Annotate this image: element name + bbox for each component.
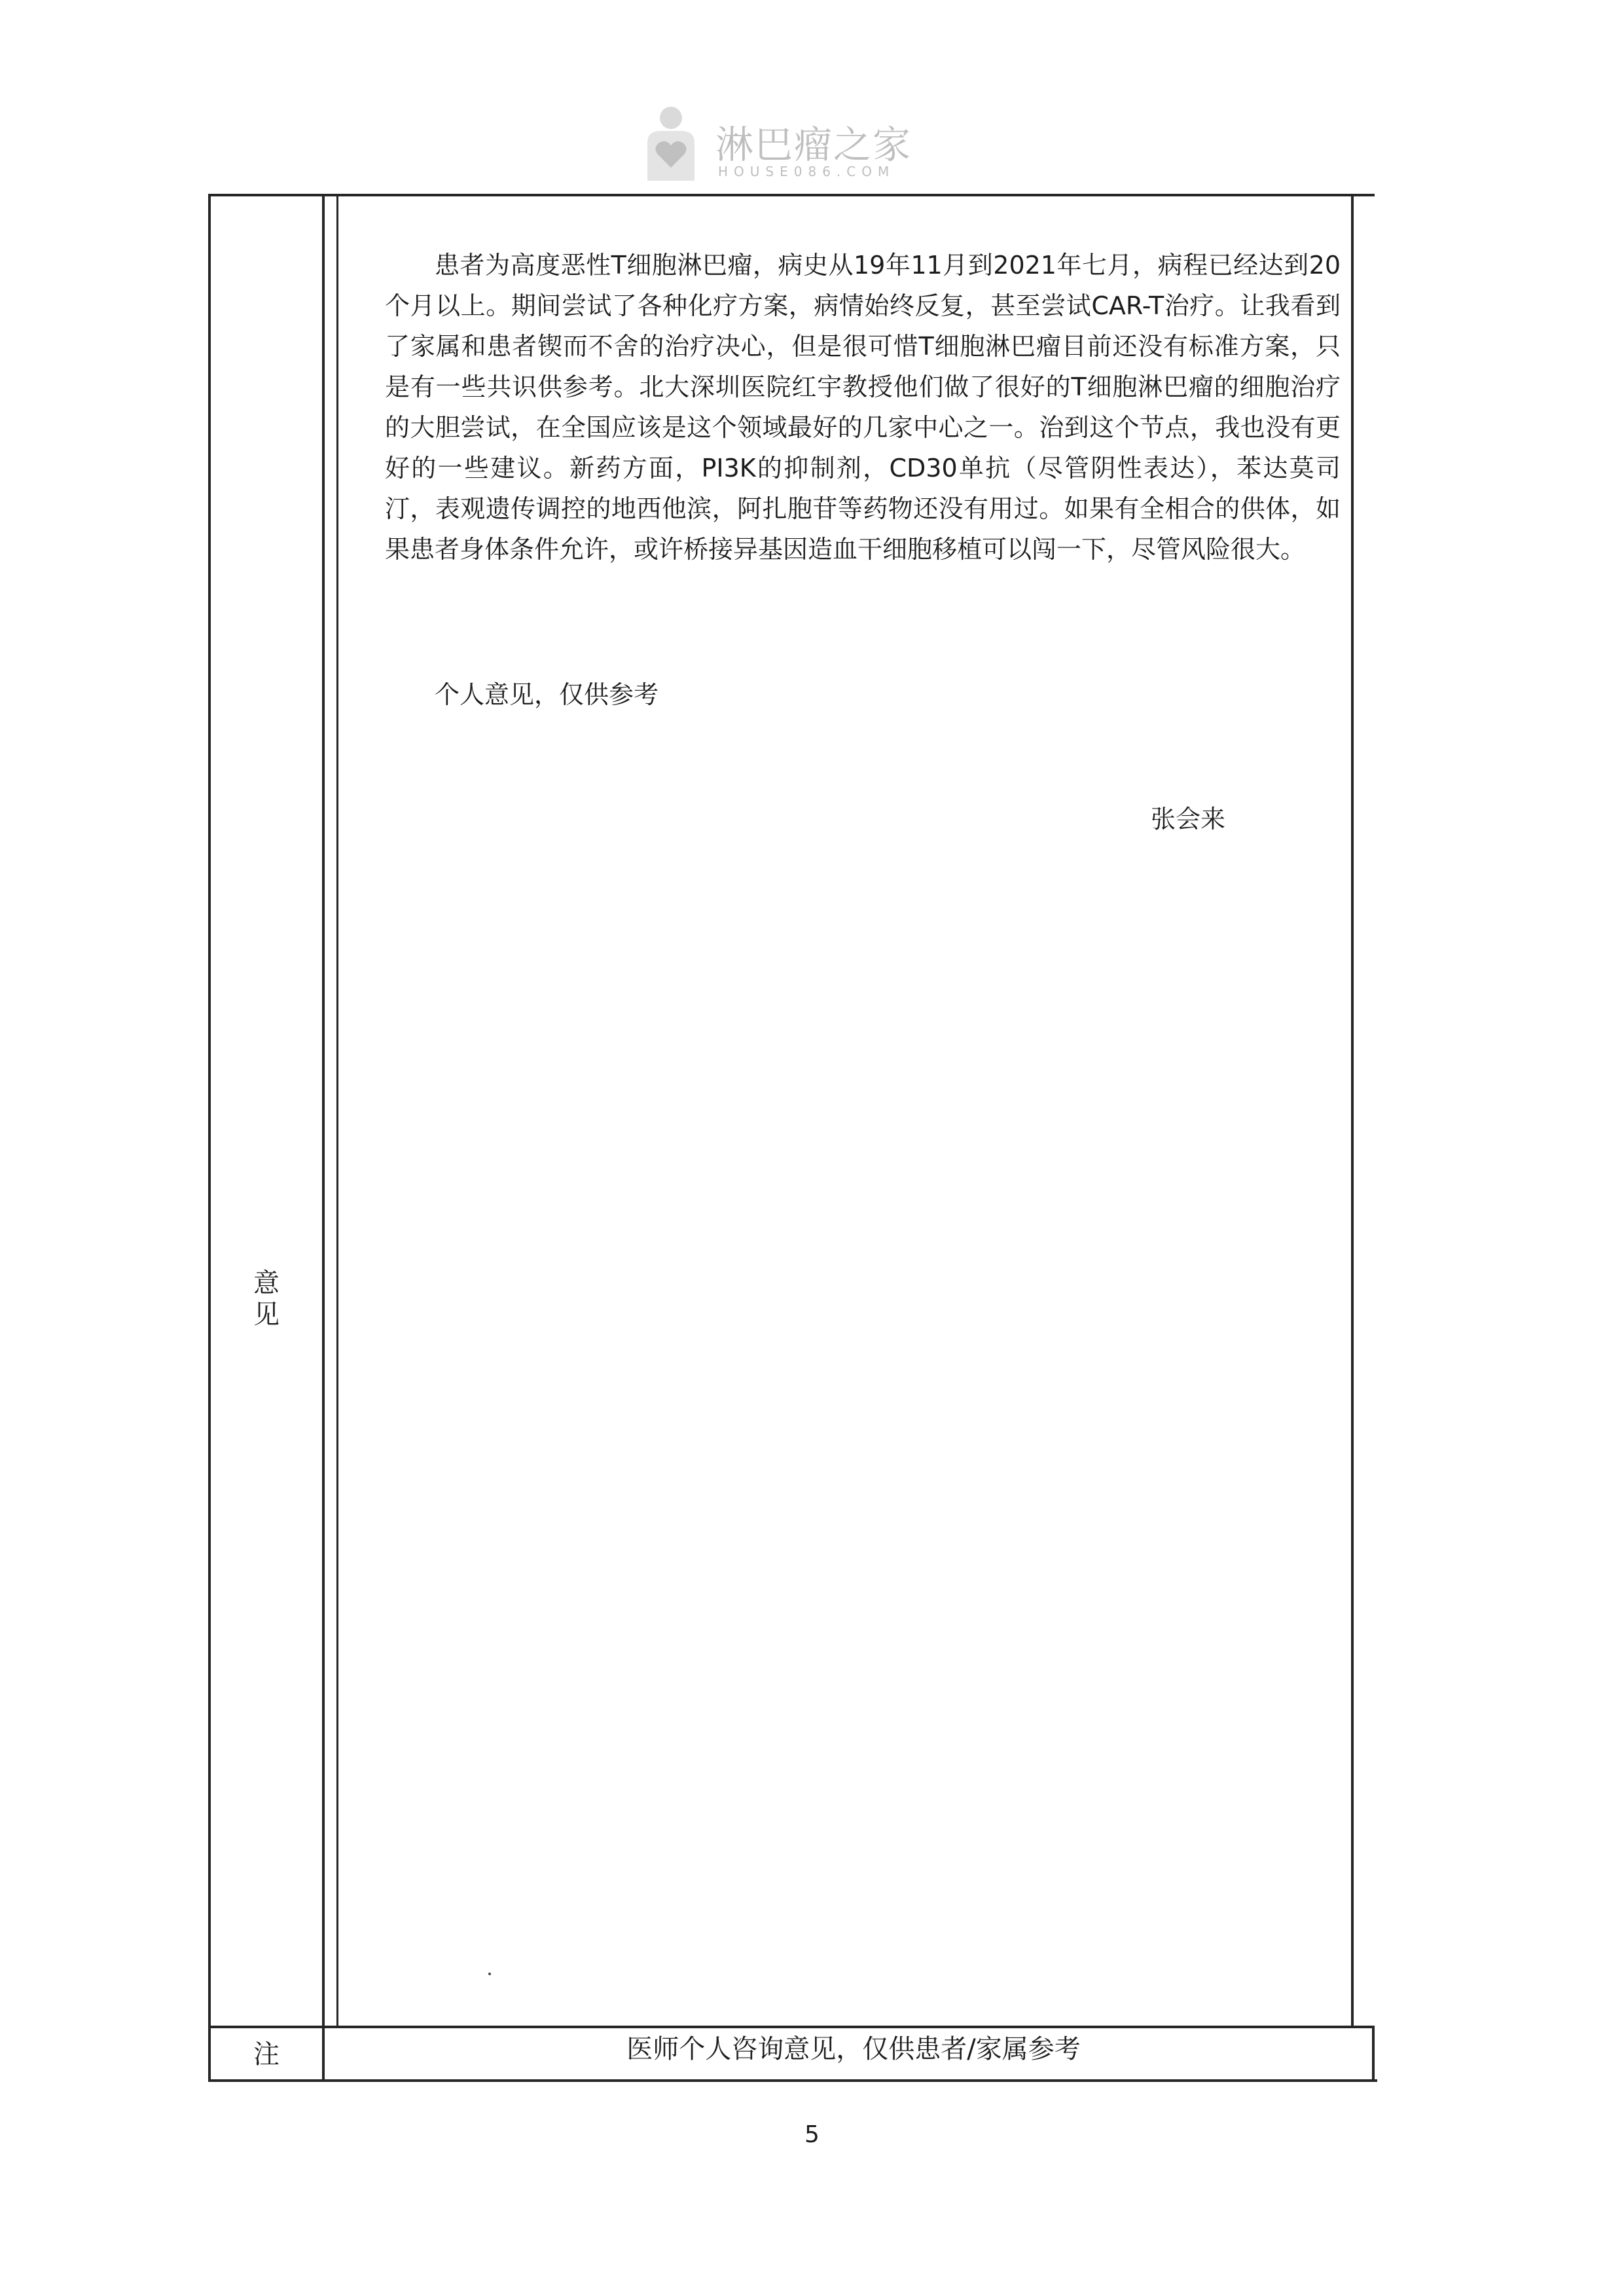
doctor-signature: 张会来 (1151, 805, 1226, 833)
note-label: 注 (253, 2039, 280, 2069)
watermark-title: 淋巴瘤之家 (715, 122, 912, 167)
opinion-text: 患者为高度恶性T细胞淋巴瘤，病史从19年11月到2021年七月，病程已经达到20个月以上。期间尝试了各种化疗方案，病情始终反复，甚至尝试CAR-T治疗。让我看到了家属和患者锲而不舍的治疗决心，但是很可惜T细胞淋巴瘤目前还没有标准方案，只是有一些共识供参考。北大深圳医院红宇教授他们做了很好的T细胞淋巴瘤的细胞治疗的大胆尝试，在全国应该是这个领域最好的几家中心之一。治到这个节点，我也没有更好的一些建议。新药方面，PI3K的抑制剂，CD30单抗（尽管阴性表达），苯达莫司汀，表观遗传调控的地西他滨，阿扎胞苷等药物还没有用过。如果有全相合的供体，如果患者身体条件允许，或许桥接异基因造血干细胞移植可以闯一下，尽管风险很大。 (385, 251, 1341, 564)
column-divider (322, 194, 325, 2082)
opinion-label (208, 1267, 325, 1330)
scan-speck (488, 1973, 491, 1975)
table-left-border (208, 194, 211, 2082)
row-divider (208, 2026, 1375, 2028)
table-bottom-border (208, 2079, 1377, 2082)
watermark-subtitle: HOUSE086.COM (718, 164, 895, 179)
opinion-form (208, 194, 1375, 2082)
table-right-border (1351, 194, 1354, 2027)
watermark-logo (638, 103, 926, 189)
person-heart-icon (638, 103, 704, 189)
opinion-label-text: 意见 (253, 1268, 280, 1330)
note-text: 医师个人咨询意见，仅供患者/家属参考 (626, 2034, 1081, 2064)
content-box-left (336, 194, 338, 2027)
personal-note: 个人意见，仅供参考 (435, 680, 659, 709)
table-top-border (208, 194, 1375, 196)
page-number: 5 (804, 2121, 820, 2148)
